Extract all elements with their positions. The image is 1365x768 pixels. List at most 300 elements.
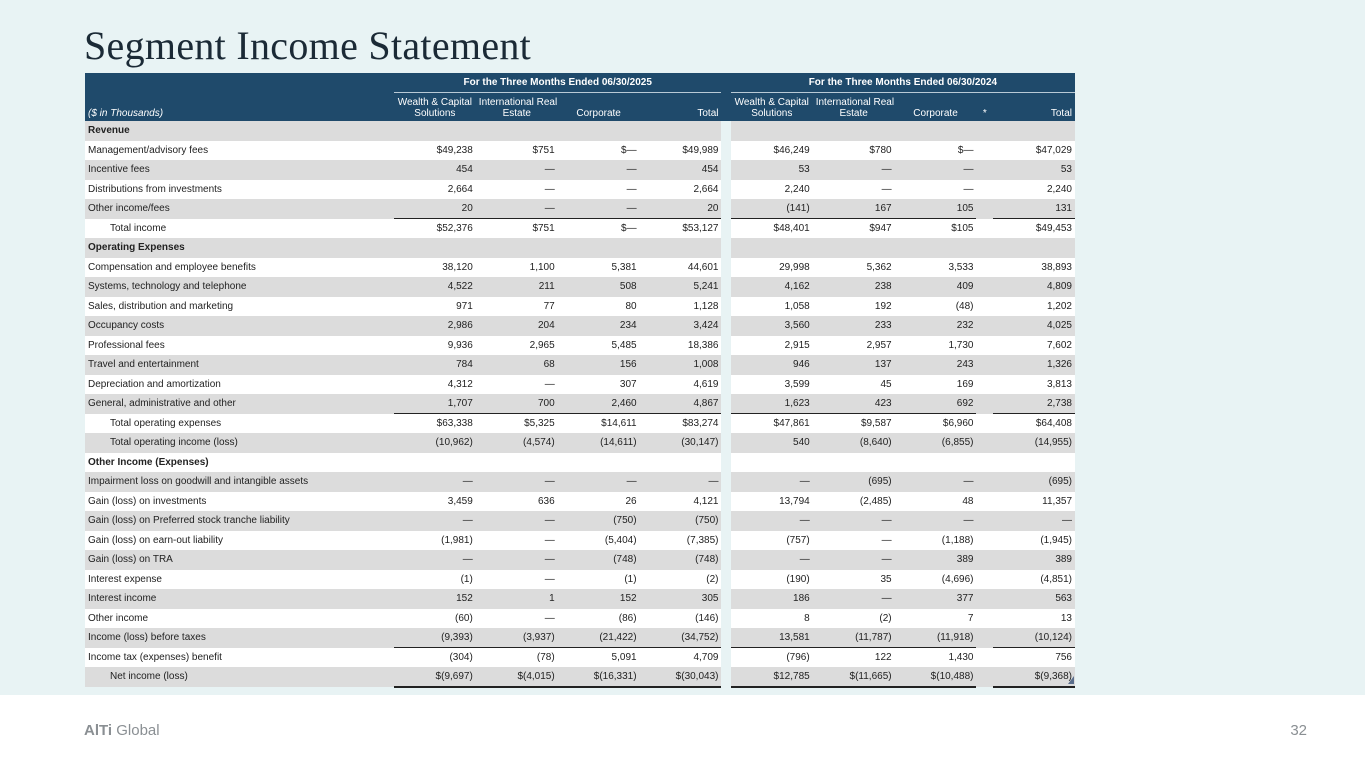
value-cell: (5,404) [558, 531, 640, 551]
value-cell: $14,611 [558, 414, 640, 434]
value-cell: 1,128 [640, 297, 722, 317]
value-cell [640, 453, 722, 473]
value-cell [895, 238, 977, 258]
value-cell: (304) [394, 648, 476, 668]
value-cell: 454 [394, 160, 476, 180]
value-cell: $— [558, 141, 640, 161]
value-cell: 105 [895, 199, 977, 219]
value-cell: (34,752) [640, 628, 722, 648]
row-label: Impairment loss on goodwill and intangible assets [85, 472, 394, 492]
value-cell [813, 238, 895, 258]
value-cell [813, 121, 895, 141]
table-row [85, 667, 1075, 687]
value-cell: — [993, 511, 1075, 531]
table-row [85, 531, 1075, 551]
value-cell: — [558, 160, 640, 180]
row-label: Total income [85, 219, 394, 239]
column-gap [721, 238, 730, 258]
value-cell [731, 238, 813, 258]
row-label: Incentive fees [85, 160, 394, 180]
value-cell: 3,560 [731, 316, 813, 336]
value-cell: — [813, 531, 895, 551]
value-cell: 3,459 [394, 492, 476, 512]
value-cell: (86) [558, 609, 640, 629]
row-label: Professional fees [85, 336, 394, 356]
value-cell: 137 [813, 355, 895, 375]
value-cell: (10,962) [394, 433, 476, 453]
value-cell: 122 [813, 648, 895, 668]
value-cell [476, 238, 558, 258]
row-label: Sales, distribution and marketing [85, 297, 394, 317]
row-label: Systems, technology and telephone [85, 277, 394, 297]
column-gap [721, 258, 730, 278]
period-header-row [85, 73, 1075, 92]
value-cell: 971 [394, 297, 476, 317]
value-cell: 508 [558, 277, 640, 297]
column-gap [721, 277, 730, 297]
col-header-ire-2024: International Real Estate [813, 92, 895, 121]
value-cell: 1,058 [731, 297, 813, 317]
asterisk-spacer [976, 453, 993, 473]
value-cell: (146) [640, 609, 722, 629]
value-cell: (3,937) [476, 628, 558, 648]
value-cell: $— [558, 219, 640, 239]
value-cell: 80 [558, 297, 640, 317]
table-row [85, 141, 1075, 161]
value-cell: 68 [476, 355, 558, 375]
value-cell: — [895, 511, 977, 531]
asterisk-spacer [976, 589, 993, 609]
value-cell: 3,424 [640, 316, 722, 336]
value-cell: 5,241 [640, 277, 722, 297]
value-cell [640, 121, 722, 141]
value-cell: (6,855) [895, 433, 977, 453]
table-row [85, 277, 1075, 297]
value-cell: — [558, 199, 640, 219]
value-cell [813, 453, 895, 473]
value-cell: 1,730 [895, 336, 977, 356]
table-row [85, 589, 1075, 609]
table-row [85, 375, 1075, 395]
value-cell: (4,574) [476, 433, 558, 453]
value-cell: 156 [558, 355, 640, 375]
asterisk-spacer [976, 336, 993, 356]
value-cell: — [394, 511, 476, 531]
value-cell: 5,091 [558, 648, 640, 668]
value-cell: — [476, 511, 558, 531]
asterisk-spacer [976, 628, 993, 648]
table-row [85, 472, 1075, 492]
period-2025-header: For the Three Months Ended 06/30/2025 [394, 73, 722, 92]
col-header-ire-2025: International Real Estate [476, 92, 558, 121]
value-cell: 3,599 [731, 375, 813, 395]
row-label: Income tax (expenses) benefit [85, 648, 394, 668]
value-cell: — [476, 199, 558, 219]
table-row [85, 609, 1075, 629]
value-cell: (748) [640, 550, 722, 570]
value-cell: 186 [731, 589, 813, 609]
column-gap [721, 199, 730, 219]
value-cell: $49,453 [993, 219, 1075, 239]
value-cell: $47,029 [993, 141, 1075, 161]
value-cell: 4,867 [640, 394, 722, 414]
value-cell: — [394, 550, 476, 570]
value-cell: (30,147) [640, 433, 722, 453]
value-cell: (750) [640, 511, 722, 531]
page-title: Segment Income Statement [84, 23, 532, 68]
value-cell: $751 [476, 219, 558, 239]
value-cell: 1,008 [640, 355, 722, 375]
value-cell: 7 [895, 609, 977, 629]
row-label: Income (loss) before taxes [85, 628, 394, 648]
value-cell: 692 [895, 394, 977, 414]
column-gap [721, 648, 730, 668]
segment-income-table [85, 73, 1075, 688]
asterisk-spacer [976, 531, 993, 551]
row-label: Management/advisory fees [85, 141, 394, 161]
value-cell: 2,965 [476, 336, 558, 356]
value-cell: (1) [558, 570, 640, 590]
section-header-row [85, 453, 1075, 473]
column-gap [721, 355, 730, 375]
value-cell: — [476, 550, 558, 570]
asterisk-spacer [976, 414, 993, 434]
value-cell: 540 [731, 433, 813, 453]
asterisk-spacer [976, 219, 993, 239]
table-row [85, 297, 1075, 317]
value-cell: (141) [731, 199, 813, 219]
value-cell: 77 [476, 297, 558, 317]
column-gap [721, 667, 730, 687]
value-cell [476, 121, 558, 141]
value-cell: $105 [895, 219, 977, 239]
value-cell: 454 [640, 160, 722, 180]
table-row [85, 180, 1075, 200]
asterisk-spacer [976, 609, 993, 629]
asterisk-spacer [976, 550, 993, 570]
asterisk-spacer [976, 570, 993, 590]
value-cell: 5,362 [813, 258, 895, 278]
value-cell: 131 [993, 199, 1075, 219]
value-cell: $9,587 [813, 414, 895, 434]
value-cell: — [731, 472, 813, 492]
value-cell [993, 238, 1075, 258]
value-cell: (2) [813, 609, 895, 629]
value-cell: 13,581 [731, 628, 813, 648]
row-label: Revenue [85, 121, 394, 141]
row-label: Gain (loss) on earn-out liability [85, 531, 394, 551]
value-cell: — [895, 180, 977, 200]
value-cell: 700 [476, 394, 558, 414]
asterisk-spacer [976, 667, 993, 687]
value-cell: 13 [993, 609, 1075, 629]
table-row [85, 433, 1075, 453]
value-cell: 13,794 [731, 492, 813, 512]
col-header-corporate-2024: Corporate [895, 92, 977, 121]
table-row [85, 628, 1075, 648]
value-cell: 305 [640, 589, 722, 609]
value-cell: (750) [558, 511, 640, 531]
value-cell [394, 238, 476, 258]
value-cell: (796) [731, 648, 813, 668]
row-label: Interest income [85, 589, 394, 609]
value-cell: 38,893 [993, 258, 1075, 278]
asterisk-spacer [976, 511, 993, 531]
table-row [85, 258, 1075, 278]
row-label: Other income [85, 609, 394, 629]
value-cell: 11,357 [993, 492, 1075, 512]
value-cell: 4,709 [640, 648, 722, 668]
value-cell: $64,408 [993, 414, 1075, 434]
value-cell: (1,945) [993, 531, 1075, 551]
row-label: Gain (loss) on investments [85, 492, 394, 512]
value-cell: (11,787) [813, 628, 895, 648]
value-cell: 2,915 [731, 336, 813, 356]
asterisk-spacer [976, 472, 993, 492]
value-cell: — [813, 550, 895, 570]
value-cell: (60) [394, 609, 476, 629]
value-cell: 389 [993, 550, 1075, 570]
value-cell: — [895, 472, 977, 492]
value-cell: 243 [895, 355, 977, 375]
value-cell: — [813, 589, 895, 609]
row-label: General, administrative and other [85, 394, 394, 414]
value-cell: (4,851) [993, 570, 1075, 590]
value-cell [993, 121, 1075, 141]
value-cell: — [813, 160, 895, 180]
value-cell: 2,664 [394, 180, 476, 200]
table-row [85, 160, 1075, 180]
value-cell: 2,986 [394, 316, 476, 336]
value-cell: — [731, 550, 813, 570]
row-label: Gain (loss) on Preferred stock tranche liability [85, 511, 394, 531]
value-cell: 4,522 [394, 277, 476, 297]
column-gap [721, 472, 730, 492]
value-cell: 4,162 [731, 277, 813, 297]
row-label: Total operating income (loss) [85, 433, 394, 453]
value-cell: 29,998 [731, 258, 813, 278]
value-cell: — [476, 180, 558, 200]
value-cell: $49,989 [640, 141, 722, 161]
value-cell: (8,640) [813, 433, 895, 453]
period-2024-header: For the Three Months Ended 06/30/2024 [731, 73, 1075, 92]
row-label: Distributions from investments [85, 180, 394, 200]
table-row [85, 199, 1075, 219]
value-cell: — [476, 609, 558, 629]
col-header-corporate-2025: Corporate [558, 92, 640, 121]
value-cell: 2,738 [993, 394, 1075, 414]
row-label: Depreciation and amortization [85, 375, 394, 395]
value-cell: (1,188) [895, 531, 977, 551]
value-cell: 26 [558, 492, 640, 512]
value-cell [895, 453, 977, 473]
column-gap [721, 375, 730, 395]
column-gap [721, 453, 730, 473]
asterisk-spacer [976, 375, 993, 395]
value-cell: 44,601 [640, 258, 722, 278]
row-label: Total operating expenses [85, 414, 394, 434]
value-cell: 8 [731, 609, 813, 629]
table-row [85, 648, 1075, 668]
asterisk-spacer [976, 355, 993, 375]
value-cell [558, 453, 640, 473]
value-cell: 5,381 [558, 258, 640, 278]
value-cell: 423 [813, 394, 895, 414]
asterisk-spacer [976, 297, 993, 317]
row-label: Operating Expenses [85, 238, 394, 258]
value-cell: $(30,043) [640, 667, 722, 687]
header-gap [721, 92, 730, 121]
value-cell: (14,611) [558, 433, 640, 453]
value-cell: (9,393) [394, 628, 476, 648]
row-label: Travel and entertainment [85, 355, 394, 375]
value-cell: $12,785 [731, 667, 813, 687]
value-cell [731, 453, 813, 473]
value-cell: 2,240 [731, 180, 813, 200]
asterisk-spacer [976, 258, 993, 278]
value-cell: — [394, 472, 476, 492]
value-cell: (78) [476, 648, 558, 668]
column-gap [721, 336, 730, 356]
value-cell: $947 [813, 219, 895, 239]
value-cell: 45 [813, 375, 895, 395]
table-row [85, 355, 1075, 375]
row-label: Gain (loss) on TRA [85, 550, 394, 570]
value-cell: 167 [813, 199, 895, 219]
column-gap [721, 141, 730, 161]
value-cell: 169 [895, 375, 977, 395]
value-cell: 1,707 [394, 394, 476, 414]
column-gap [721, 160, 730, 180]
column-gap [721, 394, 730, 414]
value-cell: $52,376 [394, 219, 476, 239]
value-cell: 4,121 [640, 492, 722, 512]
value-cell: 192 [813, 297, 895, 317]
value-cell: (757) [731, 531, 813, 551]
value-cell: 1,202 [993, 297, 1075, 317]
value-cell: 636 [476, 492, 558, 512]
col-header-total-2024: Total [993, 92, 1075, 121]
value-cell: (1) [394, 570, 476, 590]
value-cell: (48) [895, 297, 977, 317]
column-gap [721, 121, 730, 141]
value-cell: — [895, 160, 977, 180]
value-cell: 2,957 [813, 336, 895, 356]
value-cell: 307 [558, 375, 640, 395]
header-gap [721, 73, 730, 92]
value-cell: 4,619 [640, 375, 722, 395]
asterisk-spacer [976, 121, 993, 141]
column-gap [721, 628, 730, 648]
value-cell: 563 [993, 589, 1075, 609]
table-row [85, 394, 1075, 414]
value-cell: $(9,368) [993, 667, 1075, 687]
value-cell: 211 [476, 277, 558, 297]
col-header-wcs-2024: Wealth & Capital Solutions [731, 92, 813, 121]
table-row [85, 511, 1075, 531]
value-cell: (11,918) [895, 628, 977, 648]
value-cell: $— [895, 141, 977, 161]
value-cell: (1,981) [394, 531, 476, 551]
header-blank [85, 73, 394, 92]
value-cell: — [731, 511, 813, 531]
value-cell: $49,238 [394, 141, 476, 161]
value-cell: $6,960 [895, 414, 977, 434]
value-cell [558, 238, 640, 258]
value-cell: 152 [558, 589, 640, 609]
column-gap [721, 433, 730, 453]
table-row [85, 570, 1075, 590]
value-cell: 152 [394, 589, 476, 609]
table-row [85, 492, 1075, 512]
value-cell: 1,430 [895, 648, 977, 668]
value-cell: 35 [813, 570, 895, 590]
column-gap [721, 589, 730, 609]
value-cell [731, 121, 813, 141]
column-gap [721, 316, 730, 336]
value-cell: $48,401 [731, 219, 813, 239]
asterisk-spacer [976, 316, 993, 336]
value-cell: — [476, 531, 558, 551]
value-cell: 784 [394, 355, 476, 375]
value-cell: $5,325 [476, 414, 558, 434]
value-cell [394, 453, 476, 473]
col-header-wcs-2025: Wealth & Capital Solutions [394, 92, 476, 121]
value-cell: 409 [895, 277, 977, 297]
value-cell: 1,326 [993, 355, 1075, 375]
value-cell [476, 453, 558, 473]
value-cell: 20 [640, 199, 722, 219]
value-cell: (748) [558, 550, 640, 570]
value-cell: — [476, 472, 558, 492]
page-number: 32 [1290, 722, 1307, 739]
section-header-row [85, 121, 1075, 141]
asterisk-spacer [976, 141, 993, 161]
value-cell [895, 121, 977, 141]
value-cell: 4,809 [993, 277, 1075, 297]
column-gap [721, 180, 730, 200]
asterisk-spacer [976, 648, 993, 668]
row-label: Other Income (Expenses) [85, 453, 394, 473]
value-cell: 7,602 [993, 336, 1075, 356]
value-cell: (10,124) [993, 628, 1075, 648]
col-header-asterisk: * [976, 92, 993, 121]
value-cell: (2) [640, 570, 722, 590]
corner-marker [1068, 676, 1074, 684]
value-cell: $780 [813, 141, 895, 161]
table-row [85, 550, 1075, 570]
value-cell: 2,240 [993, 180, 1075, 200]
value-cell: 1,100 [476, 258, 558, 278]
value-cell: (695) [813, 472, 895, 492]
value-cell: 5,485 [558, 336, 640, 356]
asterisk-spacer [976, 160, 993, 180]
value-cell: 53 [993, 160, 1075, 180]
col-header-total-2025: Total [640, 92, 722, 121]
value-cell: 3,813 [993, 375, 1075, 395]
value-cell: 2,460 [558, 394, 640, 414]
value-cell: — [813, 180, 895, 200]
value-cell: 1 [476, 589, 558, 609]
column-gap [721, 492, 730, 512]
value-cell: $(10,488) [895, 667, 977, 687]
row-label: Net income (loss) [85, 667, 394, 687]
row-label: Interest expense [85, 570, 394, 590]
value-cell: — [558, 472, 640, 492]
value-cell: 377 [895, 589, 977, 609]
row-label: Other income/fees [85, 199, 394, 219]
value-cell: — [476, 570, 558, 590]
